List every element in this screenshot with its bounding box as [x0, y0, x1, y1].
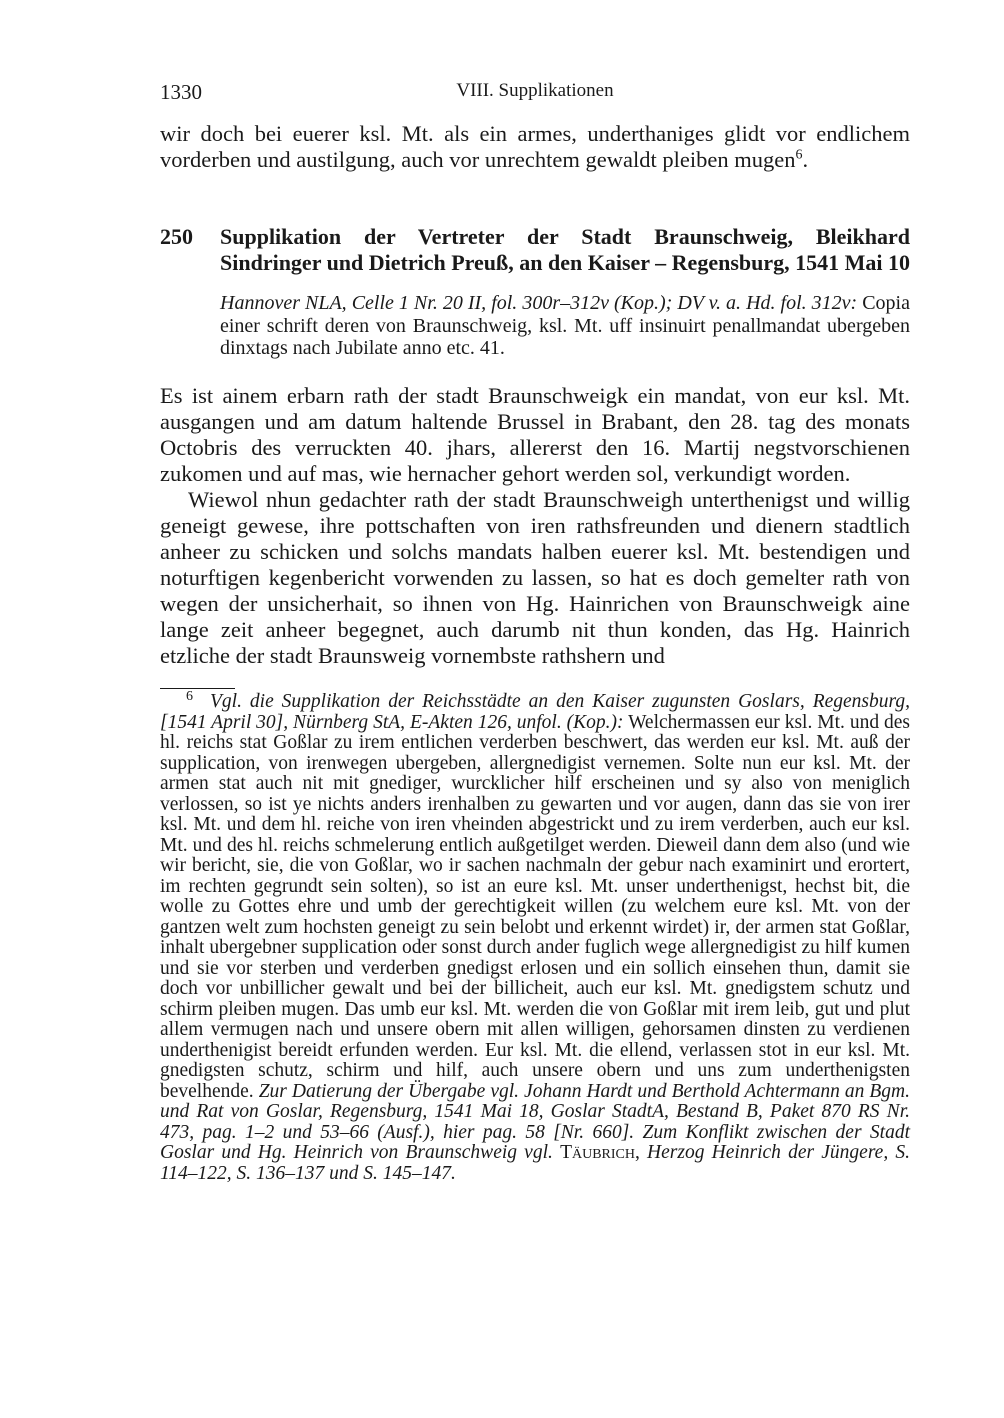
footnote: 6 Vgl. die Supplikation der Reichsstädte an den Kaiser zugunsten Goslars, Regensburg, [1541 April 30], Nürnberg StA, E-Akten 126, unfol. (Kop.): Welchermassen eur ksl. Mt. und des hl. reichs stat Goßlar zu irem entlichen verderben beschwert, das werden eur ksl. Mt. auß der supplication, von irenwegen ubergeben, allergnedigist vernemen. Solte nun eur ksl. Mt. der armen stat auch nit mit gnediger, wurcklicher hilf erscheinen und sy also von meniglich verlossen, so ist ye nichts anders irenhalben zu gewarten und vor augen, dann das sie von irer ksl. Mt. und dem hl. reiche von iren vheinden abgestrickt und zu irem verderben, auch eur ksl. Mt. und des hl. reichs schmelerung entlich außgetilget werden. Dieweil dann dem also (und wie wir bericht, sie, die von Goßlar, wo ir sachen nachmaln der gebur nach examinirt und erortert, im rechten gegrundt sein solten), so ist an eure ksl. Mt. unser underthenigst, hechst bit, die wolle zu Gottes ehre und umb der gerechtigkeit willen (zu welchem eure ksl. Mt. von der gantzen welt zum hochsten geneigt zu sein belobt und erkennt wirdet) ir, der armen stat Goßlar, inhalt ubergebner supplication oder sonst durch ander fuglich wege allergnedigist zu hilf kumen und sie vor sterben und verderben gnedigst erlosen und ein sollich einsehen thun, damit sie doch vor unbillicher gewalt und bei der billicheit, auch eur ksl. Mt. gnedigstem schutz und schirm pleiben mugen. Das umb eur ksl. Mt. werden die von Goßlar mit irem leib, gut und plut allem vermugen nach und unsere obern mit allen willigen, gehorsamen dinsten zu verdienen underthenigist bereidt erfunden werden. Eur ksl. Mt. die ellend, verlassen stot in eur ksl. Mt. gnedigsten schutz, schirm und hilf, auch unsere obern und uns zum underthenigsten bevelhende. Zur Datierung der Übergabe vgl. Johann Hardt und Berthold Achtermann an Bgm. und Rat von Goslar, Regensburg, 1541 Mai 18, Goslar StadtA, Bestand B, Paket 870 RS Nr. 473, pag. 1–2 und 53–66 (Ausf.), hier pag. 58 [Nr. 660]. Zum Konflikt zwischen der Stadt Goslar und Hg. Heinrich von Braunschweig vgl. Täubrich, Herzog Heinrich der Jüngere, S. 114–122, S. 136–137 und S. 145–147. — [160, 688, 911, 1184]
continuation-paragraph — [160, 121, 910, 173]
source-citation: Hannover NLA, Celle 1 Nr. 20 II, fol. 300r–312v (Kop.); DV v. a. Hd. fol. 312v: — [220, 292, 858, 314]
footnote-reference-work: Herzog Heinrich der Jüngere, S. 114–122, S. 136–137 und S. 145–147. — [160, 1142, 911, 1184]
footnote-author: Täubrich, — [560, 1142, 640, 1163]
footnote-quotation: Welchermassen eur ksl. Mt. und des hl. reichs stat Goßlar zu irem entlichen verderben beschwert, das werden eur ksl. Mt. auß der supplication, von irenwegen ubergeben, allergnedigist vernemen. Solte nun eur ksl. Mt. der armen stat auch nit mit gnediger, wurcklicher hilf erscheinen und sy also von meniglich verlossen, so ist ye nichts anders irenhalben zu gewarten und vor augen, dann das sie von irer ksl. Mt. und dem hl. reiche von iren vheinden abgestrickt und zu irem verderben, auch eur ksl. Mt. und des hl. reichs schmelerung entlich außgetilget werden. Dieweil dann dem also (und wie wir bericht, sie, die von Goßlar, wo ir sachen nachmaln der gebur nach examinirt und erortert, im rechten gegrundt sein solten), so ist an eure ksl. Mt. unser underthenigst, hechst bit, die wolle zu Gottes ehre und umb der gerechtigkeit willen (zu welchem eure ksl. Mt. von der gantzen welt zum hochsten geneigt zu sein belobt und erkennt wirdet) ir, der armen stat Goßlar, inhalt ubergebner supplication oder sonst durch ander fuglich wege allergnedigist zu hilf kumen und sie vor sterben und verderben gnedigst erlosen und ein sollich einsehen thun, damit sie doch vor unbillicher gewalt und bei der billicheit, auch eur ksl. Mt. gnedigstem schutz und schirm pleiben mugen. Das umb eur ksl. Mt. werden die von Goßlar mit irem leib, gut und plut allem vermugen nach und unsere obern mit allen willigen, gehorsamen dinsten zu verdienen underthenigist bereidt erfunden werden. Eur ksl. Mt. die ellend, verlassen stot in eur ksl. Mt. gnedigsten schutz, schirm und hilf, auch unsere obern und uns zum underthenigsten bevelhende. — [160, 711, 910, 1102]
footnote-dating-note: Zur Datierung der Übergabe vgl. Johann Hardt und Berthold Achtermann an Bgm. und Rat von Goslar, Regensburg, 1541 Mai 18, Goslar StadtA, Bestand B, Paket 870 RS Nr. 473, pag. 1–2 und 53–66 (Ausf.), hier pag. 58 [Nr. 660]. Zum Konflikt zwischen der Stadt Goslar und Hg. Heinrich von Braunschweig vgl. — [160, 1080, 910, 1163]
source-endorsement: Copia einer schrift deren von Braunschweig, ksl. Mt. uff insinuirt penallmandat ubergeben dinxtags nach Jubilate anno etc. 41. — [220, 292, 910, 359]
continuation-end: . — [802, 147, 809, 172]
source-note — [220, 292, 910, 360]
page-number: 1330 — [160, 80, 202, 104]
body-paragraph-1: Es ist ainem erbarn rath der stadt Braunschweigk ein mandat, von eur ksl. Mt. ausgangen und am datum haltende Brussel in Brabant, den 28. tag des monats Octobris des verruckten 40. jhars, allererst den 16. Martij negstvorschienen zukomen und auf mas, wie hernacher gehort werden sol, verkundigt worden. — [160, 383, 910, 486]
continuation-text: wir doch bei euerer ksl. Mt. als ein armes, underthaniges glidt vor endlichem vorderben und austilgung, auch vor unrechtem gewaldt pleiben mugen — [160, 121, 910, 172]
body-paragraph-2: Wiewol nhun gedachter rath der stadt Braunschweigh unterthenigst und willig geneigt gewese, ihre pottschaften von iren rathsfreunden und dienern stadtlich anheer zu schicken und solchs mandats halben euerer ksl. Mt. bestendigen und noturftigen kegenbericht vorwenden zu lassen, so hat es doch gemelter rath von wegen der unsicherhait, so ihnen von Hg. Hainrichen von Braunschweigk aine lange zeit anheer begegnet, auch darumb nit thun konden, das Hg. Hainrich etzliche der stadt Braunsweig vornembste rathshern und — [160, 487, 910, 668]
running-title: VIII. Supplikationen — [456, 80, 614, 101]
footnote-divider — [160, 688, 235, 689]
footnote-citation: Vgl. die Supplikation der Reichsstädte an den Kaiser zugunsten Goslars, Regensburg, [1541 April 30], Nürnberg StA, E-Akten 126, unfol. (Kop.): — [160, 691, 910, 733]
entry-title: Supplikation der Vertreter der Stadt Braunschweig, Bleikhard Sindringer und Dietrich Preuß, an den Kaiser – Regensburg, 1541 Mai 10 — [220, 224, 910, 275]
entry-number: 250 — [160, 224, 193, 249]
footnote-reference[interactable]: 6 — [795, 147, 803, 163]
